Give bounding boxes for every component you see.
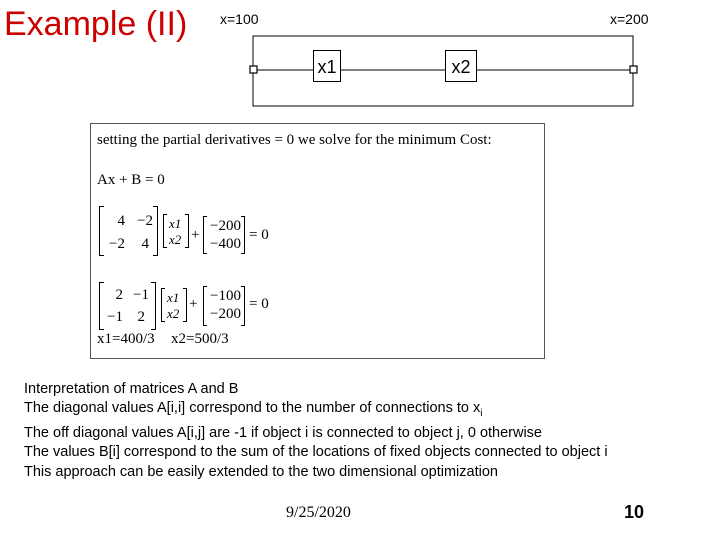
equals-zero: = 0 bbox=[249, 227, 269, 243]
vector-b-right-bracket bbox=[241, 216, 245, 254]
matrix-a-cell: 2 bbox=[137, 309, 145, 325]
vector-x-right-bracket bbox=[183, 288, 187, 322]
diagram-frame bbox=[253, 36, 633, 106]
plus-sign: + bbox=[189, 296, 198, 312]
vector-b-cell: −200 bbox=[210, 218, 241, 234]
slide-date: 9/25/2020 bbox=[286, 504, 351, 521]
vector-b-right-bracket bbox=[241, 286, 245, 326]
matrix-a-cell: −1 bbox=[133, 287, 149, 303]
plus-sign: + bbox=[191, 227, 200, 243]
solution-x1: x1=400/3 bbox=[97, 331, 155, 347]
vector-x-cell: x2 bbox=[167, 306, 180, 321]
interpretation-line: This approach can be easily extended to the two dimensional optimization bbox=[24, 463, 498, 480]
solution-x2: x2=500/3 bbox=[171, 331, 229, 347]
vector-b-cell: −100 bbox=[210, 288, 241, 304]
interpretation-text bbox=[24, 380, 608, 482]
interpretation-line: The values B[i] correspond to the sum of the locations of fixed objects connected to object i bbox=[24, 444, 608, 461]
vector-b-cell: −200 bbox=[210, 306, 241, 322]
fixed-label-right: x=200 bbox=[610, 11, 649, 27]
node-x1: x1 bbox=[313, 50, 341, 82]
equation-image bbox=[90, 123, 545, 359]
matrix-a-right-bracket bbox=[153, 206, 158, 256]
node-x2: x2 bbox=[445, 50, 477, 82]
equals-zero: = 0 bbox=[249, 296, 269, 312]
vector-x-cell: x1 bbox=[167, 290, 180, 305]
vector-x-right-bracket bbox=[185, 214, 189, 248]
equation-intro: setting the partial derivatives = 0 we solve for the minimum Cost: bbox=[97, 132, 492, 148]
fixed-pin-right bbox=[630, 66, 637, 73]
page-number: 10 bbox=[624, 502, 645, 522]
vector-x-left-bracket bbox=[161, 288, 165, 322]
vector-b-cell: −400 bbox=[210, 236, 241, 252]
matrix-a-cell: −2 bbox=[137, 213, 153, 229]
matrix-a-cell: 4 bbox=[117, 213, 125, 229]
fixed-pin-left bbox=[250, 66, 257, 73]
equation-general: Ax + B = 0 bbox=[97, 172, 165, 188]
slide-title: Example (II) bbox=[4, 5, 188, 43]
fixed-label-left: x=100 bbox=[220, 11, 259, 27]
vector-x-cell: x2 bbox=[169, 232, 182, 247]
vector-x-cell: x1 bbox=[169, 216, 182, 231]
matrix-a-right-bracket bbox=[151, 282, 156, 330]
matrix-a-cell: −2 bbox=[109, 236, 125, 252]
matrix-a-cell: −1 bbox=[107, 309, 123, 325]
vector-x-left-bracket bbox=[163, 214, 167, 248]
matrix-a-cell: 4 bbox=[141, 236, 149, 252]
interpretation-heading: Interpretation of matrices A and B bbox=[24, 381, 239, 397]
interpretation-line: The off diagonal values A[i,j] are -1 if object i is connected to object j, 0 otherwise bbox=[24, 424, 542, 441]
matrix-a-left-bracket bbox=[99, 206, 104, 256]
interpretation-line: The diagonal values A[i,i] correspond to the number of connections to $x_i$ bbox=[24, 400, 483, 420]
matrix-a-cell: 2 bbox=[115, 287, 123, 303]
